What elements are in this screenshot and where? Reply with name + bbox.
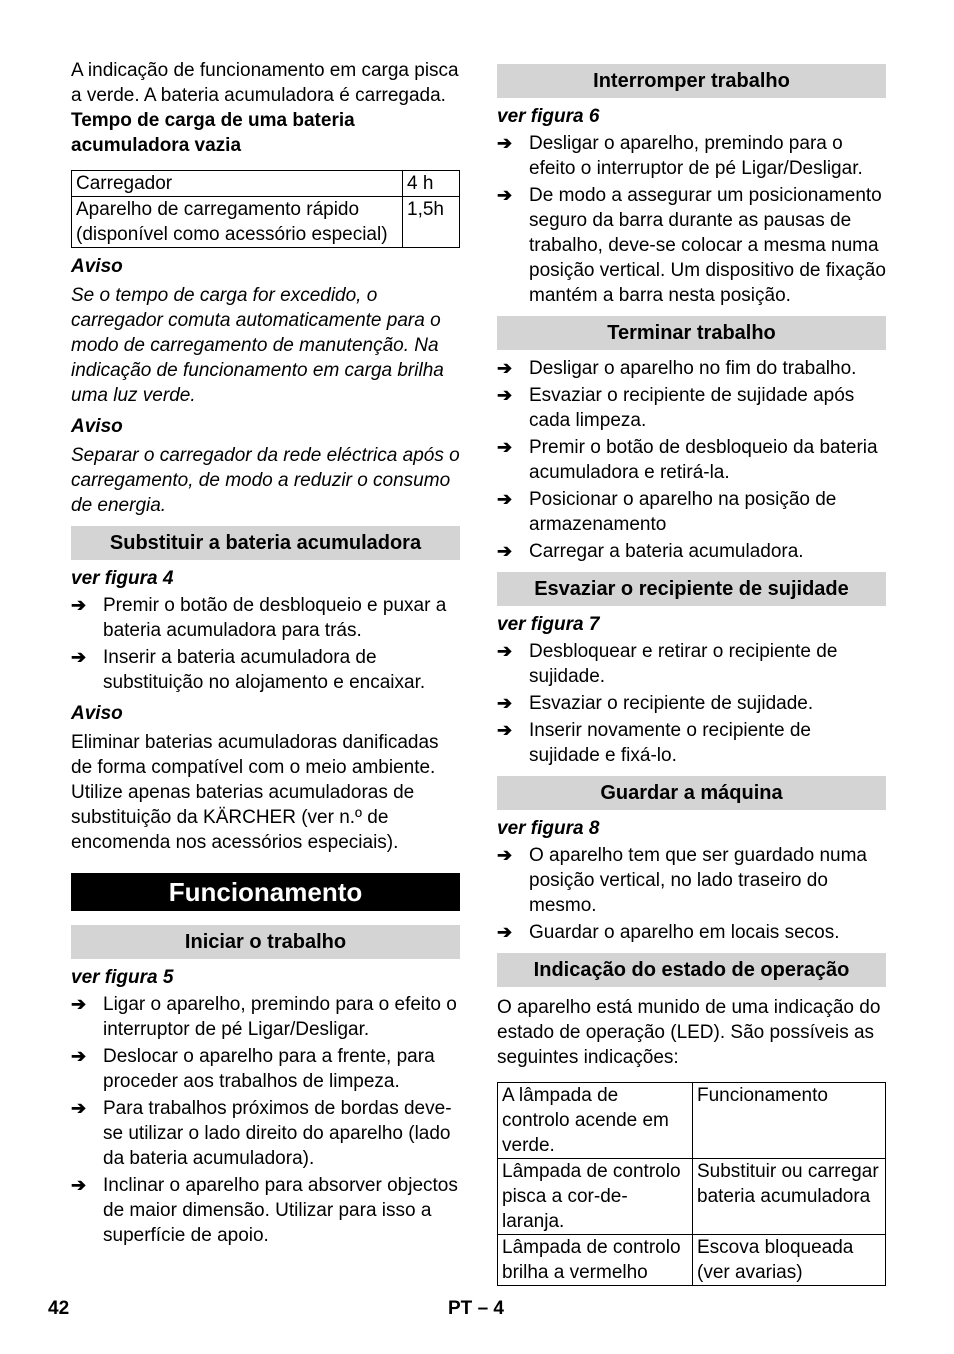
footer-language: PT (448, 1298, 473, 1319)
table-cell: Funcionamento (693, 1083, 886, 1159)
table-cell: 1,5h (403, 197, 460, 248)
arrow-icon: ➔ (497, 693, 513, 713)
table-cell: Carregador (72, 171, 403, 197)
charge-time-heading: Tempo de carga de uma bateria acumuladora vazia (71, 110, 355, 156)
arrow-icon: ➔ (71, 595, 87, 615)
list-item (497, 920, 886, 945)
list-item-text: De modo a assegurar um posicionamento seguro da barra durante as pausas de trabalho, deve-se colocar a mesma numa posição vertical. Um dispositivo de fixação mantém a barra nesta posição. (529, 185, 886, 306)
list-item (71, 1044, 460, 1094)
note-text: Separar o carregador da rede eléctrica após o carregamento, de modo a reduzir o consumo de energia. (71, 445, 460, 516)
section-heading-start-work: Iniciar o trabalho (71, 925, 460, 959)
arrow-icon: ➔ (497, 922, 513, 942)
list-item-text: Carregar a bateria acumuladora. (529, 541, 804, 562)
list-item (71, 1173, 460, 1248)
list-item-text: Para trabalhos próximos de bordas deve-se utilizar o lado direito do aparelho (lado da bateria acumuladora). (103, 1098, 452, 1169)
chapter-heading-operation: Funcionamento (71, 873, 460, 911)
table-row (72, 197, 460, 248)
list-item-text: Desligar o aparelho, premindo para o efeito o interruptor de pé Ligar/Desligar. (529, 133, 863, 179)
table-cell: Lâmpada de controlo pisca a cor-de-laranja. (498, 1159, 693, 1235)
list-item (71, 593, 460, 643)
footer-section-label (448, 1298, 504, 1320)
figure-reference: ver figura 5 (71, 967, 174, 988)
section-heading-store-machine: Guardar a máquina (497, 776, 886, 810)
note-heading: Aviso (71, 256, 123, 277)
list-item (497, 356, 886, 381)
arrow-icon: ➔ (71, 1098, 87, 1118)
list-item-text: Inserir novamente o recipiente de sujidade e fixá-lo. (529, 720, 811, 766)
list-item-text: Guardar o aparelho em locais secos. (529, 922, 840, 943)
figure-reference: ver figura 7 (497, 614, 600, 635)
section-heading-replace-battery: Substituir a bateria acumuladora (71, 526, 460, 560)
table-cell: Substituir ou carregar bateria acumuladora (693, 1159, 886, 1235)
arrow-icon: ➔ (71, 1046, 87, 1066)
status-table (497, 1082, 886, 1286)
list-item-text: Esvaziar o recipiente de sujidade após cada limpeza. (529, 385, 855, 431)
page-number: 42 (48, 1298, 70, 1319)
note-text: Eliminar baterias acumuladoras danificadas de forma compatível com o meio ambiente. Utilize apenas baterias acumuladoras de substituição da KÄRCHER (ver n.º de encomenda nos acessórios especiais). (71, 732, 439, 853)
arrow-icon: ➔ (497, 133, 513, 153)
figure-reference: ver figura 4 (71, 568, 174, 589)
section-heading-status-indicator: Indicação do estado de operação (497, 953, 886, 987)
note-heading: Aviso (71, 416, 123, 437)
table-cell: Aparelho de carregamento rápido (disponível como acessório especial) (72, 197, 403, 248)
list-item-text: Desbloquear e retirar o recipiente de sujidade. (529, 641, 838, 687)
arrow-icon: ➔ (497, 437, 513, 457)
note-heading: Aviso (71, 703, 123, 724)
arrow-icon: ➔ (71, 994, 87, 1014)
list-item (497, 691, 886, 716)
arrow-icon: ➔ (497, 541, 513, 561)
arrow-icon: ➔ (497, 845, 513, 865)
list-item (71, 645, 460, 695)
list-item (497, 718, 886, 768)
arrow-icon: ➔ (497, 358, 513, 378)
list-item-text: Esvaziar o recipiente de sujidade. (529, 693, 814, 714)
status-intro: O aparelho está munido de uma indicação do estado de operação (LED). São possíveis as seguintes indicações: (497, 997, 881, 1068)
table-row (498, 1083, 886, 1159)
table-row (498, 1159, 886, 1235)
note-text: Se o tempo de carga for excedido, o carregador comuta automaticamente para o modo de carregamento de manutenção. Na indicação de funcionamento em carga brilha uma luz verde. (71, 285, 444, 406)
arrow-icon: ➔ (71, 647, 87, 667)
table-cell: 4 h (403, 171, 460, 197)
section-heading-empty-container: Esvaziar o recipiente de sujidade (497, 572, 886, 606)
list-item (497, 843, 886, 918)
table-cell: Escova bloqueada (ver avarias) (693, 1235, 886, 1286)
table-row (498, 1235, 886, 1286)
list-item (497, 183, 886, 308)
arrow-icon: ➔ (497, 641, 513, 661)
list-item (497, 539, 886, 564)
left-column (71, 58, 460, 1248)
arrow-icon: ➔ (497, 720, 513, 740)
list-item (497, 435, 886, 485)
list-item-text: Premir o botão de desbloqueio e puxar a bateria acumuladora para trás. (103, 595, 447, 641)
table-row (72, 171, 460, 197)
footer-section-page: – 4 (477, 1298, 504, 1319)
list-item-text: Premir o botão de desbloqueio da bateria acumuladora e retirá-la. (529, 437, 878, 483)
list-item-text: Posicionar o aparelho na posição de armazenamento (529, 489, 837, 535)
figure-reference: ver figura 8 (497, 818, 600, 839)
list-item-text: O aparelho tem que ser guardado numa posição vertical, no lado traseiro do mesmo. (529, 845, 867, 916)
arrow-icon: ➔ (71, 1175, 87, 1195)
charge-intro: A indicação de funcionamento em carga pisca a verde. A bateria acumuladora é carregada. (71, 60, 459, 106)
list-item-text: Inclinar o aparelho para absorver objectos de maior dimensão. Utilizar para isso a superfície de apoio. (103, 1175, 458, 1246)
list-item (497, 383, 886, 433)
list-item-text: Desligar o aparelho no fim do trabalho. (529, 358, 857, 379)
arrow-icon: ➔ (497, 185, 513, 205)
section-heading-interrupt-work: Interromper trabalho (497, 64, 886, 98)
table-cell: Lâmpada de controlo brilha a vermelho (498, 1235, 693, 1286)
list-item-text: Inserir a bateria acumuladora de substituição no alojamento e encaixar. (103, 647, 426, 693)
list-item (497, 487, 886, 537)
table-cell: A lâmpada de controlo acende em verde. (498, 1083, 693, 1159)
arrow-icon: ➔ (497, 385, 513, 405)
list-item (497, 639, 886, 689)
list-item-text: Ligar o aparelho, premindo para o efeito o interruptor de pé Ligar/Desligar. (103, 994, 457, 1040)
list-item (497, 131, 886, 181)
list-item (71, 992, 460, 1042)
list-item-text: Deslocar o aparelho para a frente, para proceder aos trabalhos de limpeza. (103, 1046, 435, 1092)
arrow-icon: ➔ (497, 489, 513, 509)
right-column (497, 64, 886, 1292)
list-item (71, 1096, 460, 1171)
figure-reference: ver figura 6 (497, 106, 600, 127)
section-heading-finish-work: Terminar trabalho (497, 316, 886, 350)
charge-time-table (71, 170, 460, 248)
